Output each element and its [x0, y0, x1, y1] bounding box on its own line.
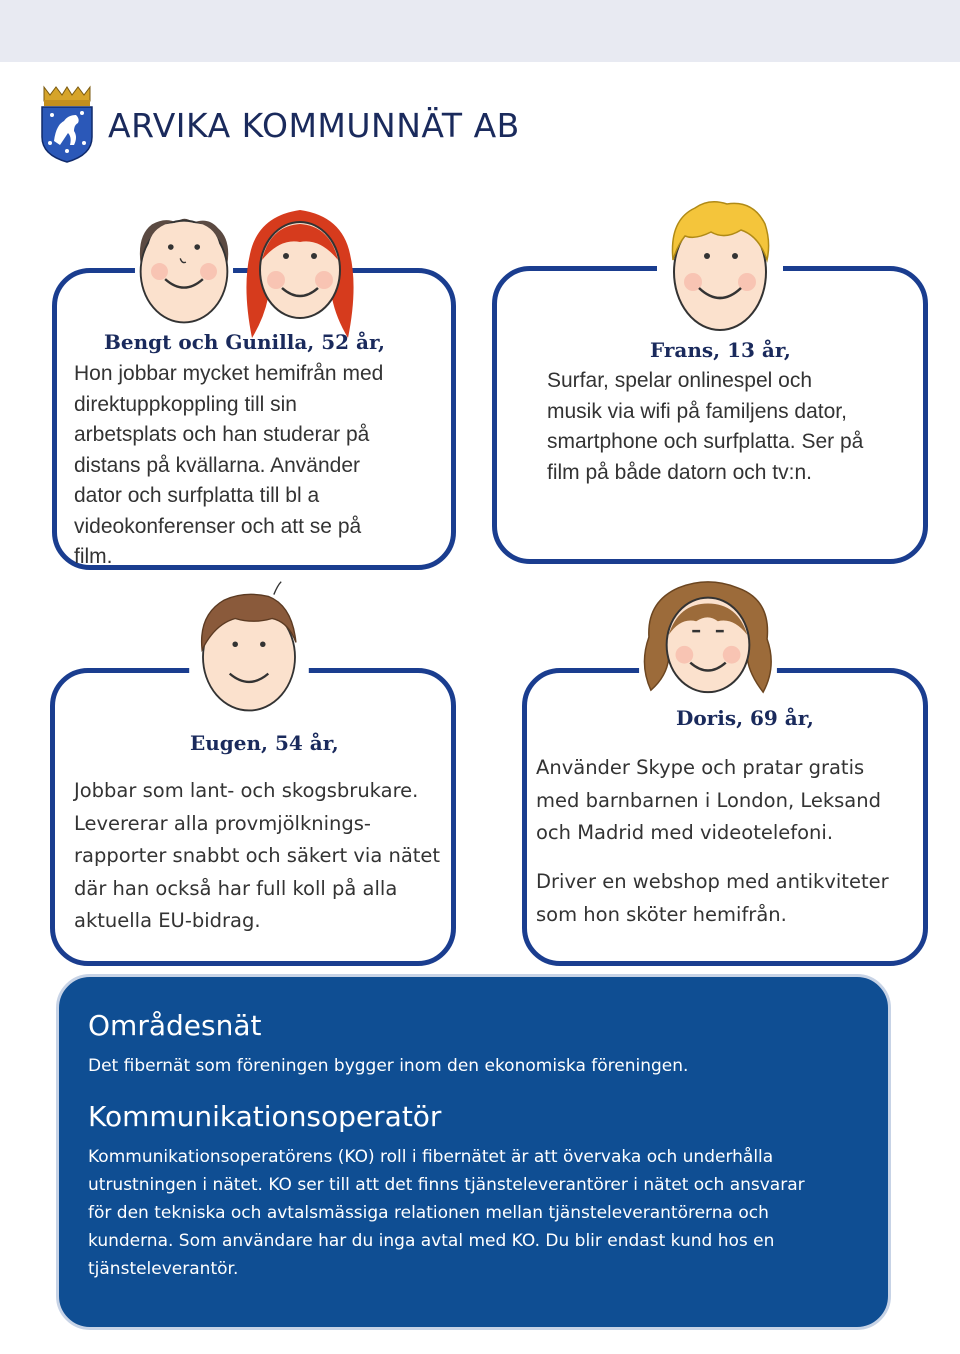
text-line: videokonferenser och att se på [74, 514, 362, 538]
persona-heading-eugen: Eugen, 54 år, [190, 731, 339, 755]
persona-text-doris [536, 752, 918, 850]
face-brown-haired-man-icon [188, 578, 310, 716]
text-line: dator och surfplatta till bl a [74, 484, 320, 507]
text-line: arbetsplats och han studerar på [74, 423, 370, 446]
text-line: Surfar, spelar onlinespel och [547, 369, 812, 392]
company-name: ARVIKA KOMMUNNÄT AB [108, 106, 520, 145]
text-line: rapporter snabbt och säkert via nätet [74, 844, 441, 867]
face-blond-boy-icon [655, 190, 785, 340]
info-panel [56, 974, 891, 1330]
persona-heading-doris: Doris, 69 år, [676, 706, 814, 730]
text-line: Kommunikationsoperatörens (KO) roll i fibernätet är att övervaka och underhålla [88, 1147, 774, 1167]
persona-text-bengt [74, 359, 444, 573]
text-line: direktuppkoppling till sin [74, 392, 297, 416]
face-red-haired-woman-icon [238, 198, 362, 348]
info-title-omradesnat: Områdesnät [88, 1009, 262, 1042]
info-text-ko [88, 1143, 862, 1283]
text-line: Hon jobbar mycket hemifrån med [74, 362, 384, 385]
text-line: film. [74, 545, 113, 568]
persona-text-frans [547, 366, 917, 488]
persona-heading-frans: Frans, 13 år, [650, 338, 791, 362]
text-line: smartphone och surfplatta. Ser på [547, 430, 864, 453]
info-text-omradesnat: Det fibernät som föreningen bygger inom den ekonomiska föreningen. [88, 1056, 689, 1076]
text-line: där han också har full koll på alla [74, 876, 398, 900]
text-line: Jobbar som lant- och skogsbrukare. [74, 779, 419, 802]
text-line: Använder Skype och pratar gratis [536, 756, 865, 779]
face-bald-man-icon [124, 198, 244, 330]
persona-text-doris-2 [536, 866, 918, 931]
text-line: Levererar alla provmjölknings- [74, 811, 371, 835]
text-line: film på både datorn och tv:n. [547, 460, 812, 484]
text-line: distans på kvällarna. Använder [74, 453, 361, 477]
persona-heading-bengt: Bengt och Gunilla, 52 år, [104, 330, 386, 354]
text-line: för den tekniska och avtalsmässiga relationen mellan tjänsteleverantörerna och [88, 1203, 769, 1223]
persona-text-eugen [74, 775, 446, 938]
text-line: som hon sköter hemifrån. [536, 902, 787, 926]
text-line: kunderna. Som användare har du inga avtal med KO. Du blir endast kund hos en [88, 1231, 775, 1251]
info-title-ko: Kommunikationsoperatör [88, 1100, 442, 1133]
text-line: musik via wifi på familjens dator, [547, 399, 847, 423]
coat-of-arms-icon [38, 85, 96, 163]
text-line: utrustningen i nätet. KO ser till att det finns tjänsteleverantörer i nätet och ansvarar [88, 1175, 805, 1195]
text-line: Driver en webshop med antikviteter [536, 870, 889, 893]
top-band [0, 0, 960, 62]
text-line: tjänsteleverantör. [88, 1259, 239, 1279]
face-curly-woman-icon [638, 574, 778, 702]
text-line: med barnbarnen i London, Leksand [536, 788, 881, 812]
text-line: aktuella EU-bidrag. [74, 909, 261, 932]
text-line: och Madrid med videotelefoni. [536, 821, 834, 844]
